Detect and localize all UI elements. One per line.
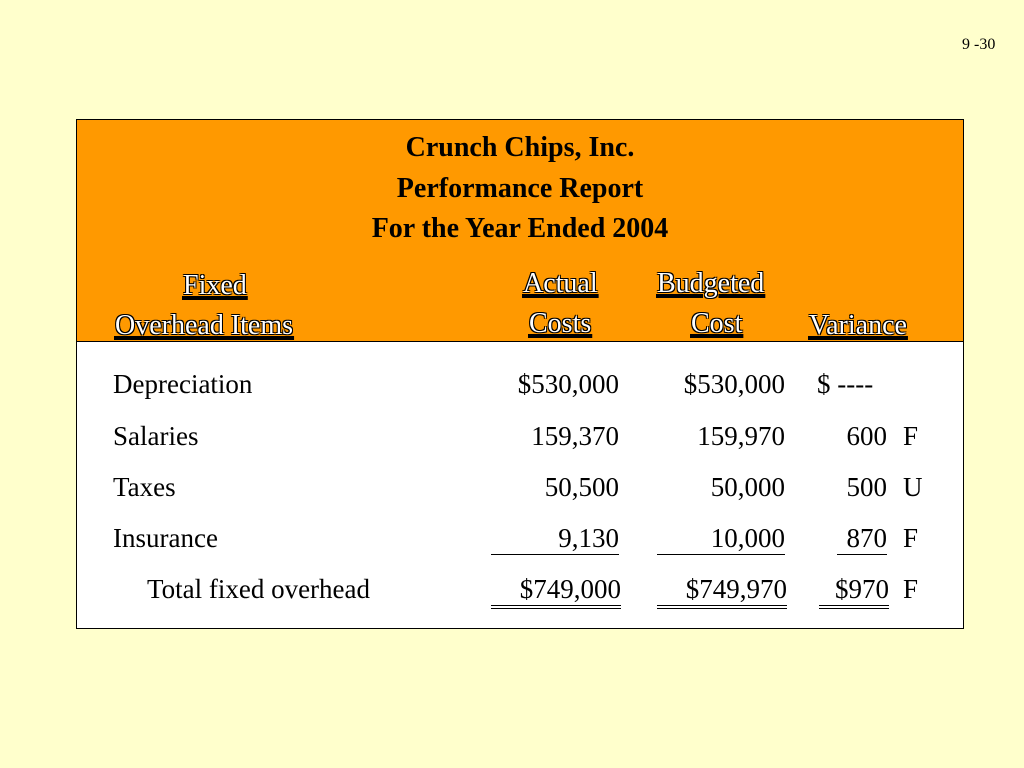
performance-report-table xyxy=(76,119,964,629)
column-header-items-line2: Overhead Items xyxy=(115,310,294,341)
company-name: Crunch Chips, Inc. xyxy=(405,132,635,163)
row-budgeted-value: 159,970 xyxy=(697,421,785,451)
total-variance-value: $970 xyxy=(819,573,889,609)
column-header-items-line1: Fixed xyxy=(183,270,247,301)
total-label: Total fixed overhead xyxy=(147,574,371,604)
row-budgeted-value: 10,000 xyxy=(657,522,785,555)
row-variance-flag: F xyxy=(903,421,919,451)
row-actual-value: 9,130 xyxy=(491,522,619,555)
row-budgeted-value: $530,000 xyxy=(683,369,785,399)
column-header-budgeted-line1: Budgeted xyxy=(657,268,765,299)
row-variance-value: 870 xyxy=(837,522,887,555)
column-header-budgeted-line2: Cost xyxy=(691,308,743,339)
total-actual-value: $749,000 xyxy=(491,573,621,609)
report-period: For the Year Ended 2004 xyxy=(371,213,669,244)
total-variance-flag: F xyxy=(903,574,919,604)
row-actual-value: 50,500 xyxy=(544,472,619,502)
report-title: Performance Report xyxy=(396,173,644,204)
row-variance-value: $ ---- xyxy=(817,369,874,399)
column-header-actual-line1: Actual xyxy=(523,268,598,299)
row-variance-value: 600 xyxy=(846,421,887,451)
row-variance-flag: F xyxy=(903,523,919,553)
column-header-actual-line2: Costs xyxy=(529,308,592,339)
row-actual-value: $530,000 xyxy=(517,369,619,399)
row-variance-value: 500 xyxy=(846,472,887,502)
row-variance-flag: U xyxy=(903,472,923,502)
row-budgeted-value: 50,000 xyxy=(710,472,785,502)
column-header-variance: Variance xyxy=(809,310,907,341)
row-item-label: Depreciation xyxy=(113,369,253,399)
report-header xyxy=(77,120,963,342)
total-budgeted-value: $749,970 xyxy=(657,573,787,609)
row-actual-value: 159,370 xyxy=(531,421,619,451)
page-number: 9 -30 xyxy=(962,36,996,53)
row-item-label: Salaries xyxy=(113,421,199,451)
row-item-label: Taxes xyxy=(113,472,176,502)
row-item-label: Insurance xyxy=(113,523,218,553)
